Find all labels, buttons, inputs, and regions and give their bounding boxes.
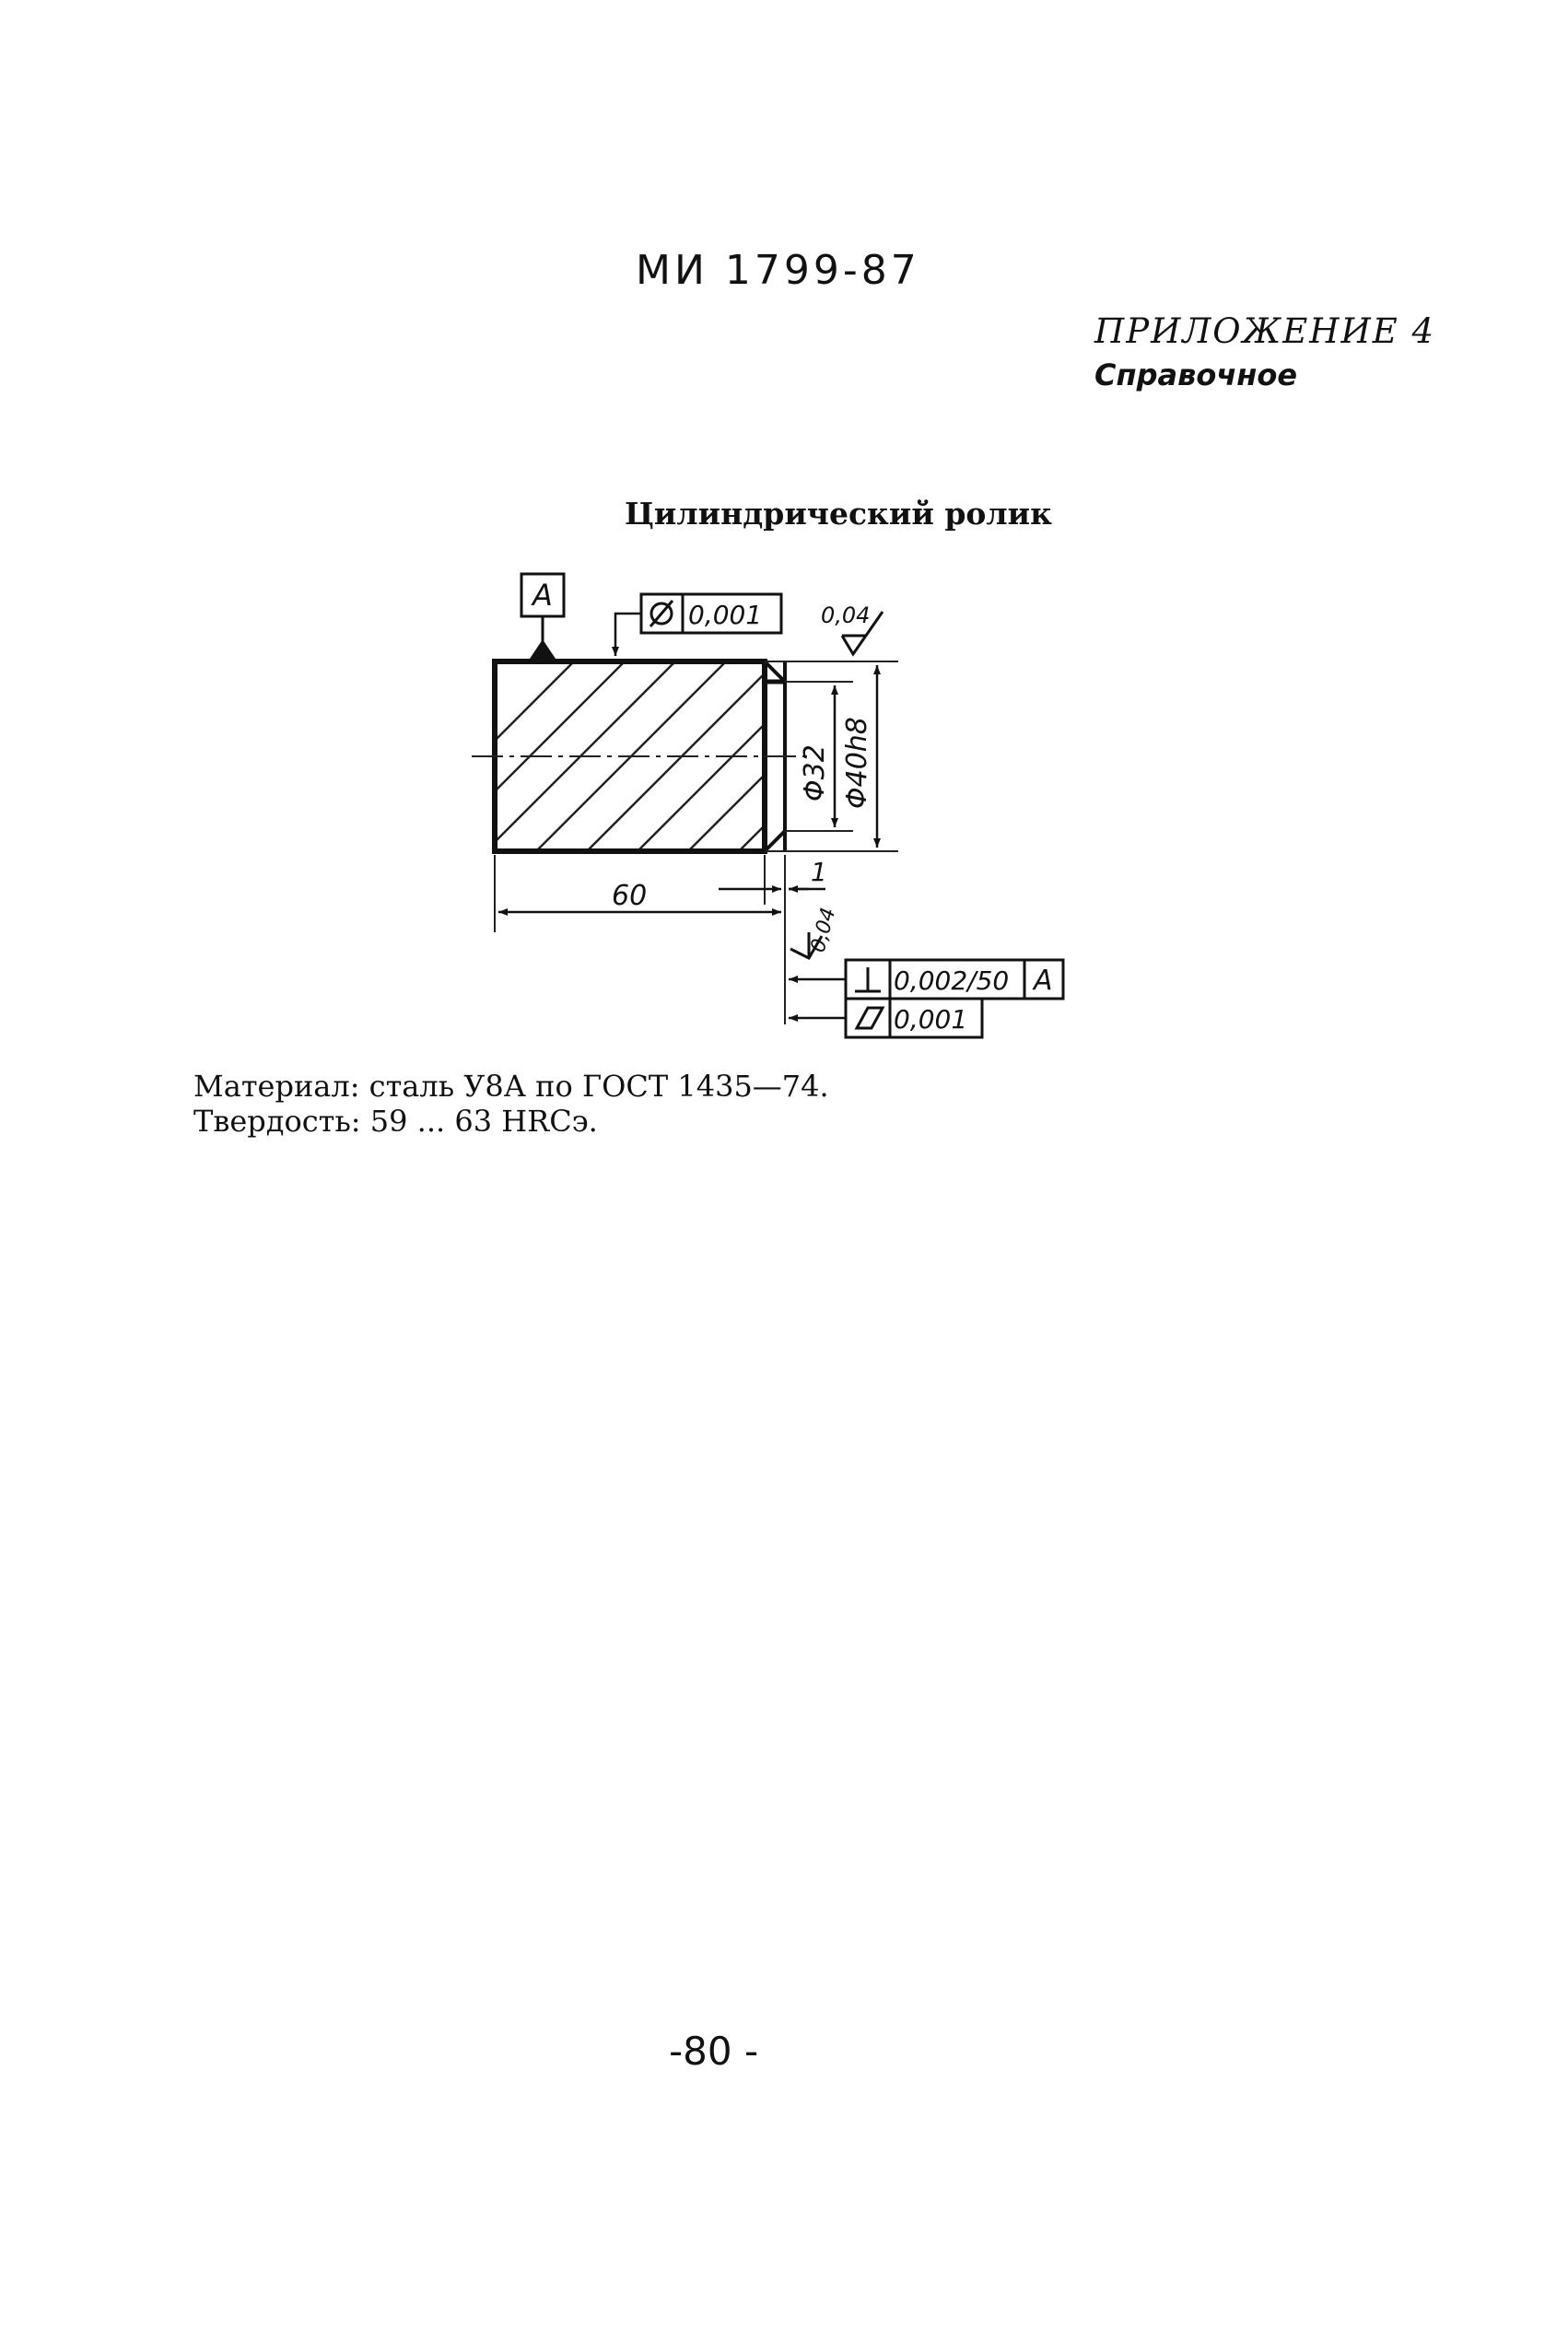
- chamfer-text: 1: [811, 857, 827, 887]
- circularity-tolerance: [615, 594, 781, 656]
- outer-diameter-dimension: [841, 665, 877, 848]
- roughness-top-value: 0,04: [821, 602, 871, 628]
- flatness-icon: [857, 1008, 883, 1028]
- chamfer-dimension: [789, 857, 827, 889]
- flatness-value: 0,001: [894, 1004, 968, 1035]
- notes: [193, 1069, 829, 1139]
- datum-a: [521, 574, 564, 661]
- inner-diameter-dimension: [799, 685, 835, 827]
- roughness-face-value: 0,04: [806, 905, 841, 955]
- appendix-label: ПРИЛОЖЕНИЕ 4: [1094, 311, 1436, 351]
- perpendicularity-datum: A: [1034, 965, 1053, 997]
- length-text: 60: [612, 880, 648, 912]
- page-number: -80 -: [669, 2029, 759, 2074]
- outer-diameter-text: Φ40h8: [841, 717, 873, 809]
- drawing-title: Цилиндрический ролик: [625, 496, 1052, 532]
- perpendicularity-value: 0,002/50: [894, 965, 1010, 996]
- circularity-value: 0,001: [688, 600, 763, 630]
- datum-a-label: A: [532, 578, 553, 613]
- appendix-type: Справочное: [1094, 357, 1298, 392]
- roughness-face: [790, 906, 840, 958]
- hardness-note: Твердость: 59 ... 63 HRCэ.: [193, 1104, 598, 1139]
- document-number: МИ 1799-87: [636, 247, 920, 294]
- flatness-tolerance: [789, 999, 982, 1037]
- roller-drawing: [0, 0, 1568, 1059]
- perpendicularity-tolerance: [789, 960, 1063, 999]
- material-note: Материал: сталь У8А по ГОСТ 1435—74.: [193, 1069, 829, 1104]
- length-dimension: [498, 880, 781, 912]
- perpendicularity-icon: [855, 967, 881, 991]
- inner-diameter-text: Φ32: [799, 744, 831, 801]
- roughness-top: [821, 602, 883, 654]
- circularity-icon: [650, 601, 673, 626]
